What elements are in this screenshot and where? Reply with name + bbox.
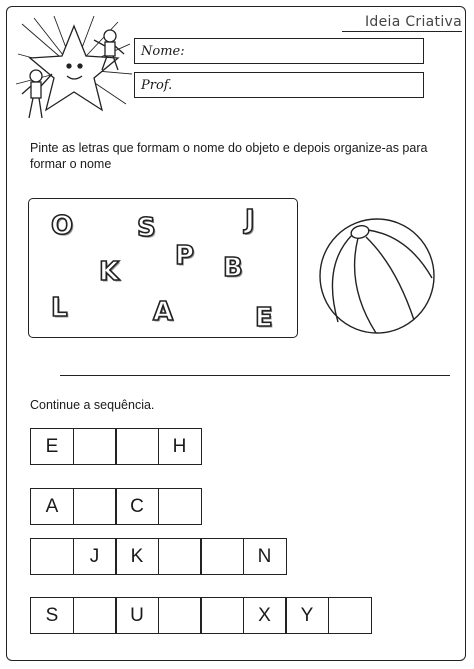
sequence-row-2	[30, 488, 200, 525]
sequence-cell[interactable]: J	[73, 538, 117, 575]
letter-l[interactable]: L	[51, 293, 68, 323]
sequence-cell[interactable]: N	[243, 538, 287, 575]
sequence-title: Continue a sequência.	[30, 398, 155, 412]
sequence-cell[interactable]	[30, 538, 74, 575]
letter-a[interactable]: A	[153, 297, 174, 327]
sequence-cell[interactable]: C	[115, 488, 159, 525]
section-divider	[60, 375, 450, 376]
sequence-cell[interactable]	[73, 428, 117, 465]
sequence-cell[interactable]	[73, 597, 117, 634]
kids-star-illustration-icon	[14, 14, 134, 124]
letter-p[interactable]: P	[175, 241, 195, 271]
letter-j[interactable]: J	[245, 205, 255, 235]
sequence-cell[interactable]	[158, 538, 202, 575]
sequence-cell[interactable]: E	[30, 428, 74, 465]
sequence-cell[interactable]	[328, 597, 372, 634]
sequence-row-1	[30, 428, 200, 465]
sequence-cell[interactable]: K	[115, 538, 159, 575]
sequence-cell[interactable]	[200, 538, 244, 575]
beach-ball-icon[interactable]	[316, 216, 438, 336]
sequence-cell[interactable]	[158, 488, 202, 525]
letter-s[interactable]: S	[137, 213, 156, 243]
letter-e[interactable]: E	[255, 303, 273, 333]
name-label: Nome:	[141, 43, 185, 59]
sequence-cell[interactable]: U	[115, 597, 159, 634]
brand-label: Ideia Criativa	[365, 14, 462, 30]
sequence-row-3	[30, 538, 285, 575]
sequence-cell[interactable]	[158, 597, 202, 634]
scrambled-letters-box	[28, 198, 298, 338]
sequence-cell[interactable]: X	[243, 597, 287, 634]
sequence-cell[interactable]	[200, 597, 244, 634]
sequence-cell[interactable]: A	[30, 488, 74, 525]
instructions-text: Pinte as letras que formam o nome do objeto e depois organize-as para formar o nome	[30, 141, 428, 171]
sequence-cell[interactable]: H	[158, 428, 202, 465]
sequence-cell[interactable]	[115, 428, 159, 465]
sequence-row-4	[30, 597, 370, 634]
letter-o[interactable]: O	[51, 211, 74, 241]
sequence-cell[interactable]: S	[30, 597, 74, 634]
prof-field[interactable]	[134, 72, 424, 98]
letter-b[interactable]: B	[223, 253, 243, 283]
sequence-cell[interactable]: Y	[285, 597, 329, 634]
letter-k[interactable]: K	[99, 257, 120, 287]
brand-rule	[342, 31, 462, 32]
name-field[interactable]	[134, 38, 424, 64]
prof-label: Prof.	[141, 77, 173, 93]
sequence-cell[interactable]	[73, 488, 117, 525]
